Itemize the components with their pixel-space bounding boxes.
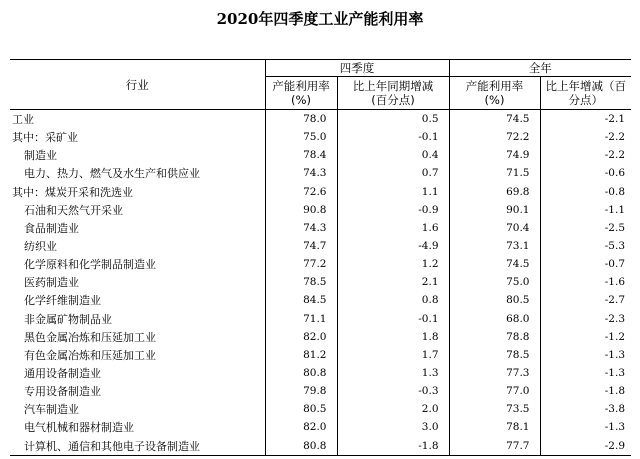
q4-rate-cell: 72.6 (265, 183, 337, 201)
table-row (10, 418, 631, 436)
q4-change-cell: 0.7 (337, 164, 449, 182)
fy-change-cell: -2.2 (604, 149, 625, 162)
industry-name-cell: 医药制造业 (10, 273, 265, 291)
q4-rate-cell: 84.5 (265, 291, 337, 309)
fy-rate-cell: 77.0 (449, 382, 540, 400)
industry-name-cell: 专用设备制造业 (10, 382, 265, 400)
table-row (10, 273, 631, 291)
industry-name-cell: 有色金属冶炼和压延加工业 (10, 346, 265, 364)
q4-change-cell: -0.1 (337, 128, 449, 146)
q4-rate-cell: 79.8 (265, 382, 337, 400)
fy-rate-cell: 70.4 (449, 219, 540, 237)
q4-change-cell: 0.4 (337, 146, 449, 164)
q4-rate-cell: 80.8 (265, 364, 337, 382)
header-fy-change-line2: 分点） (568, 93, 603, 107)
table-row (10, 146, 631, 164)
fy-rate-cell: 77.7 (449, 437, 540, 456)
q4-change-cell: 2.0 (337, 400, 449, 418)
page-title: 2020年四季度工业产能利用率 (216, 10, 424, 28)
header-fy-rate-line2: (%) (484, 93, 505, 107)
q4-change-cell: -0.1 (337, 310, 449, 328)
table-row (10, 164, 631, 182)
fy-change-cell: -0.8 (604, 185, 625, 198)
fy-change-cell: -2.3 (604, 312, 625, 325)
fy-rate-cell: 78.1 (449, 418, 540, 436)
fy-change-cell: -1.3 (604, 421, 625, 434)
fy-rate-cell: 68.0 (449, 310, 540, 328)
header-q4-rate (265, 77, 337, 110)
q4-rate-cell: 74.7 (265, 237, 337, 255)
q4-change-cell: 0.5 (337, 110, 449, 129)
table-row (10, 400, 631, 418)
fy-rate-cell: 80.5 (449, 291, 540, 309)
q4-change-cell: 1.7 (337, 346, 449, 364)
header-industry: 行业 (10, 60, 265, 110)
table-row (10, 364, 631, 382)
industry-name-cell: 工业 (10, 110, 265, 129)
fy-change-cell: -2.1 (604, 113, 625, 126)
q4-rate-cell: 74.3 (265, 219, 337, 237)
fy-change-cell: -2.9 (604, 439, 625, 452)
table-row (10, 255, 631, 273)
q4-change-cell: 1.6 (337, 219, 449, 237)
q4-rate-cell: 78.4 (265, 146, 337, 164)
table-row (10, 128, 631, 146)
fy-change-cell: -1.3 (604, 367, 625, 380)
fy-change-cell: -2.2 (604, 131, 625, 144)
q4-change-cell: 1.3 (337, 364, 449, 382)
industry-name-cell: 石油和天然气开采业 (10, 201, 265, 219)
industry-name-cell: 黑色金属冶炼和压延加工业 (10, 328, 265, 346)
table-body (10, 110, 631, 456)
industry-name-cell: 其中：煤炭开采和洗选业 (10, 183, 265, 201)
q4-change-cell: 3.0 (337, 418, 449, 436)
q4-rate-cell: 78.0 (265, 110, 337, 129)
fy-change-cell: -2.5 (604, 221, 625, 234)
fy-change-cell: -1.8 (604, 385, 625, 398)
fy-change-cell: -1.6 (604, 276, 625, 289)
q4-rate-cell: 71.1 (265, 310, 337, 328)
fy-rate-cell: 90.1 (449, 201, 540, 219)
industry-name-cell: 计算机、通信和其他电子设备制造业 (10, 437, 265, 456)
fy-rate-cell: 74.5 (449, 110, 540, 129)
fy-change-cell: -1.2 (604, 330, 625, 343)
header-q4-yoy-line2: (百分点) (371, 93, 415, 107)
industry-name-cell: 非金属矿物制品业 (10, 310, 265, 328)
q4-rate-cell: 77.2 (265, 255, 337, 273)
table-row (10, 346, 631, 364)
fy-change-cell: -3.8 (604, 403, 625, 416)
industry-name-cell: 纺织业 (10, 237, 265, 255)
table-row (10, 237, 631, 255)
fy-rate-cell: 78.8 (449, 328, 540, 346)
fy-change-cell: -1.1 (604, 203, 625, 216)
fy-change-cell: -5.3 (604, 240, 625, 253)
header-q4-yoy (337, 77, 449, 110)
table-row (10, 183, 631, 201)
fy-rate-cell: 72.2 (449, 128, 540, 146)
industry-name-cell: 电气机械和器材制造业 (10, 418, 265, 436)
fy-rate-cell: 69.8 (449, 183, 540, 201)
industry-name-cell: 电力、热力、燃气及水生产和供应业 (10, 164, 265, 182)
header-fy-change (540, 77, 631, 110)
fy-rate-cell: 78.5 (449, 346, 540, 364)
fy-rate-cell: 77.3 (449, 364, 540, 382)
header-q4-rate-line1: 产能利用率 (272, 79, 330, 93)
q4-change-cell: 2.1 (337, 273, 449, 291)
q4-change-cell: 1.2 (337, 255, 449, 273)
industry-name-cell: 食品制造业 (10, 219, 265, 237)
q4-rate-cell: 82.0 (265, 328, 337, 346)
fy-change-cell: -2.7 (604, 294, 625, 307)
table-row (10, 291, 631, 309)
q4-change-cell: -0.3 (337, 382, 449, 400)
header-fy-rate (449, 77, 540, 110)
industry-name-cell: 其中：采矿业 (10, 128, 265, 146)
table-row (10, 328, 631, 346)
table-row (10, 219, 631, 237)
q4-change-cell: -4.9 (337, 237, 449, 255)
industry-name-cell: 制造业 (10, 146, 265, 164)
table-row (10, 382, 631, 400)
fy-rate-cell: 73.1 (449, 237, 540, 255)
fy-change-cell: -1.3 (604, 348, 625, 361)
fy-change-cell: -0.6 (604, 167, 625, 180)
q4-change-cell: 1.1 (337, 183, 449, 201)
header-q4: 四季度 (265, 60, 449, 77)
q4-change-cell: -0.9 (337, 201, 449, 219)
header-full-year: 全年 (449, 60, 631, 77)
table-row (10, 201, 631, 219)
q4-rate-cell: 78.5 (265, 273, 337, 291)
fy-rate-cell: 73.5 (449, 400, 540, 418)
fy-change-cell: -0.7 (604, 258, 625, 271)
table-row (10, 437, 631, 456)
capacity-utilization-table (10, 59, 631, 456)
header-fy-rate-line1: 产能利用率 (465, 79, 524, 93)
q4-change-cell: -1.8 (337, 437, 449, 456)
industry-name-cell: 汽车制造业 (10, 400, 265, 418)
q4-rate-cell: 82.0 (265, 418, 337, 436)
fy-rate-cell: 75.0 (449, 273, 540, 291)
header-q4-rate-line2: (%) (291, 93, 311, 107)
q4-rate-cell: 90.8 (265, 201, 337, 219)
industry-name-cell: 通用设备制造业 (10, 364, 265, 382)
fy-rate-cell: 74.5 (449, 255, 540, 273)
q4-rate-cell: 80.5 (265, 400, 337, 418)
industry-name-cell: 化学纤维制造业 (10, 291, 265, 309)
q4-change-cell: 1.8 (337, 328, 449, 346)
industry-name-cell: 化学原料和化学制品制造业 (10, 255, 265, 273)
fy-rate-cell: 71.5 (449, 164, 540, 182)
header-fy-change-line1: 比上年增减（百 (545, 79, 626, 93)
q4-rate-cell: 74.3 (265, 164, 337, 182)
q4-rate-cell: 75.0 (265, 128, 337, 146)
q4-change-cell: 0.8 (337, 291, 449, 309)
table-row (10, 310, 631, 328)
q4-rate-cell: 81.2 (265, 346, 337, 364)
header-q4-yoy-line1: 比上年同期增减 (352, 79, 434, 93)
q4-rate-cell: 80.8 (265, 437, 337, 456)
table-row (10, 110, 631, 129)
fy-rate-cell: 74.9 (449, 146, 540, 164)
